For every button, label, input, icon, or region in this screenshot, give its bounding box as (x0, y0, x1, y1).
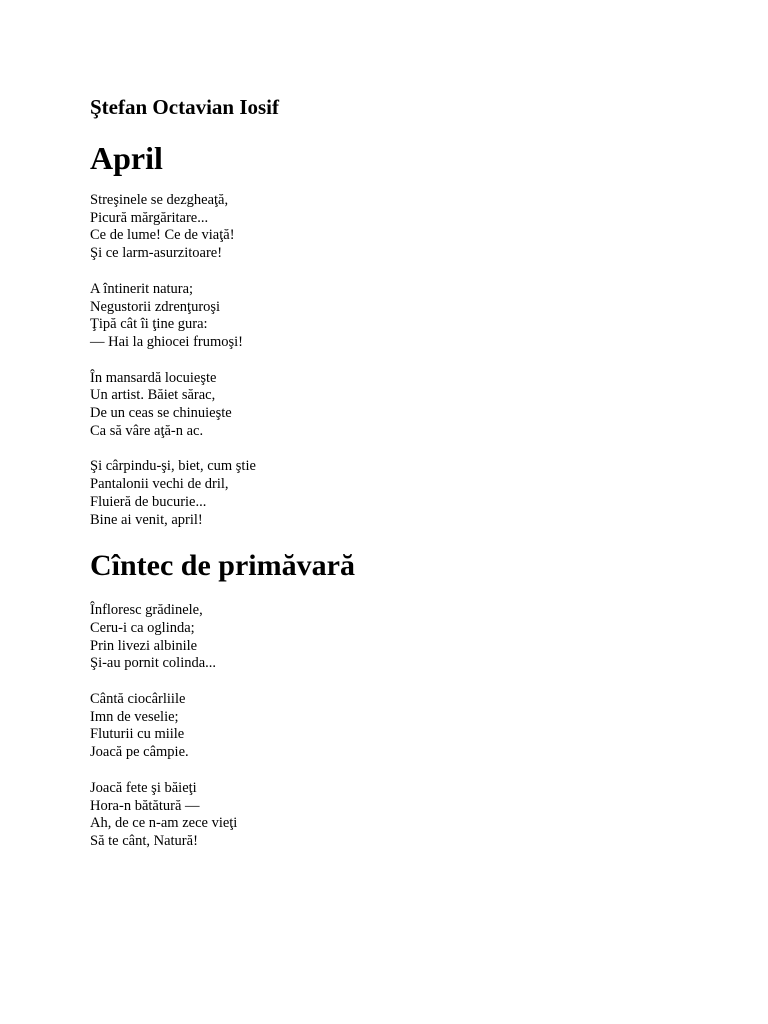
stanza (90, 602, 710, 673)
stanza (90, 458, 710, 529)
poem-line: Joacă fete şi băieţi (90, 779, 197, 796)
poem-line: Şi cârpindu-şi, biet, cum ştie (90, 458, 256, 475)
document-page (90, 94, 710, 851)
poem-line: Picură mărgăritare... (90, 209, 209, 226)
poem-line: Înfloresc grădinele, (90, 602, 203, 619)
poem-line: Ah, de ce n-am zece vieţi (90, 815, 238, 832)
poem-line: Ţipă cât îi ţine gura: (90, 316, 208, 333)
poem-line: Fluturii cu miile (90, 726, 185, 743)
poem-line: Negustorii zdrenţuroşi (90, 298, 221, 315)
poem-line: Ce de lume! Ce de viaţă! (90, 227, 235, 244)
poem-line: Imn de veselie; (90, 708, 179, 725)
poem-line: Bine ai venit, april! (90, 511, 203, 528)
stanza (90, 192, 710, 263)
stanza (90, 370, 710, 441)
poem-line: Şi-au pornit colinda... (90, 655, 217, 672)
poem-line: Şi ce larm-asurzitoare! (90, 245, 223, 262)
stanza (90, 780, 710, 851)
poem-line: De un ceas se chinuieşte (90, 405, 232, 422)
poem-line: Fluieră de bucurie... (90, 493, 207, 510)
stanza (90, 691, 710, 762)
poem-line: În mansardă locuieşte (90, 369, 217, 386)
stanza (90, 281, 710, 352)
poem-line: — Hai la ghiocei frumoşi! (90, 333, 244, 350)
poem-line: Joacă pe câmpie. (90, 744, 189, 761)
poem-line: A întinerit natura; (90, 280, 194, 297)
poem-line: Ceru-i ca oglinda; (90, 619, 195, 636)
poem-line: Cântă ciocârliile (90, 691, 186, 708)
author-name: Ştefan Octavian Iosif (90, 95, 279, 119)
poem-line: Prin livezi albinile (90, 637, 198, 654)
poem-body (90, 192, 710, 529)
poem-title: April (90, 140, 163, 176)
poem-title: Cîntec de primăvară (90, 549, 355, 583)
poem-line: Un artist. Băiet sărac, (90, 387, 216, 404)
poem-line: Streşinele se dezgheaţă, (90, 192, 229, 208)
poem-line: Pantalonii vechi de dril, (90, 476, 229, 493)
poem-april (90, 138, 710, 529)
poem-body (90, 602, 710, 850)
poem-cintec-de-primavara (90, 547, 710, 850)
poem-line: Să te cânt, Natură! (90, 832, 198, 849)
poem-line: Hora-n bătătură — (90, 797, 200, 814)
poem-line: Ca să vâre aţă-n ac. (90, 422, 204, 439)
